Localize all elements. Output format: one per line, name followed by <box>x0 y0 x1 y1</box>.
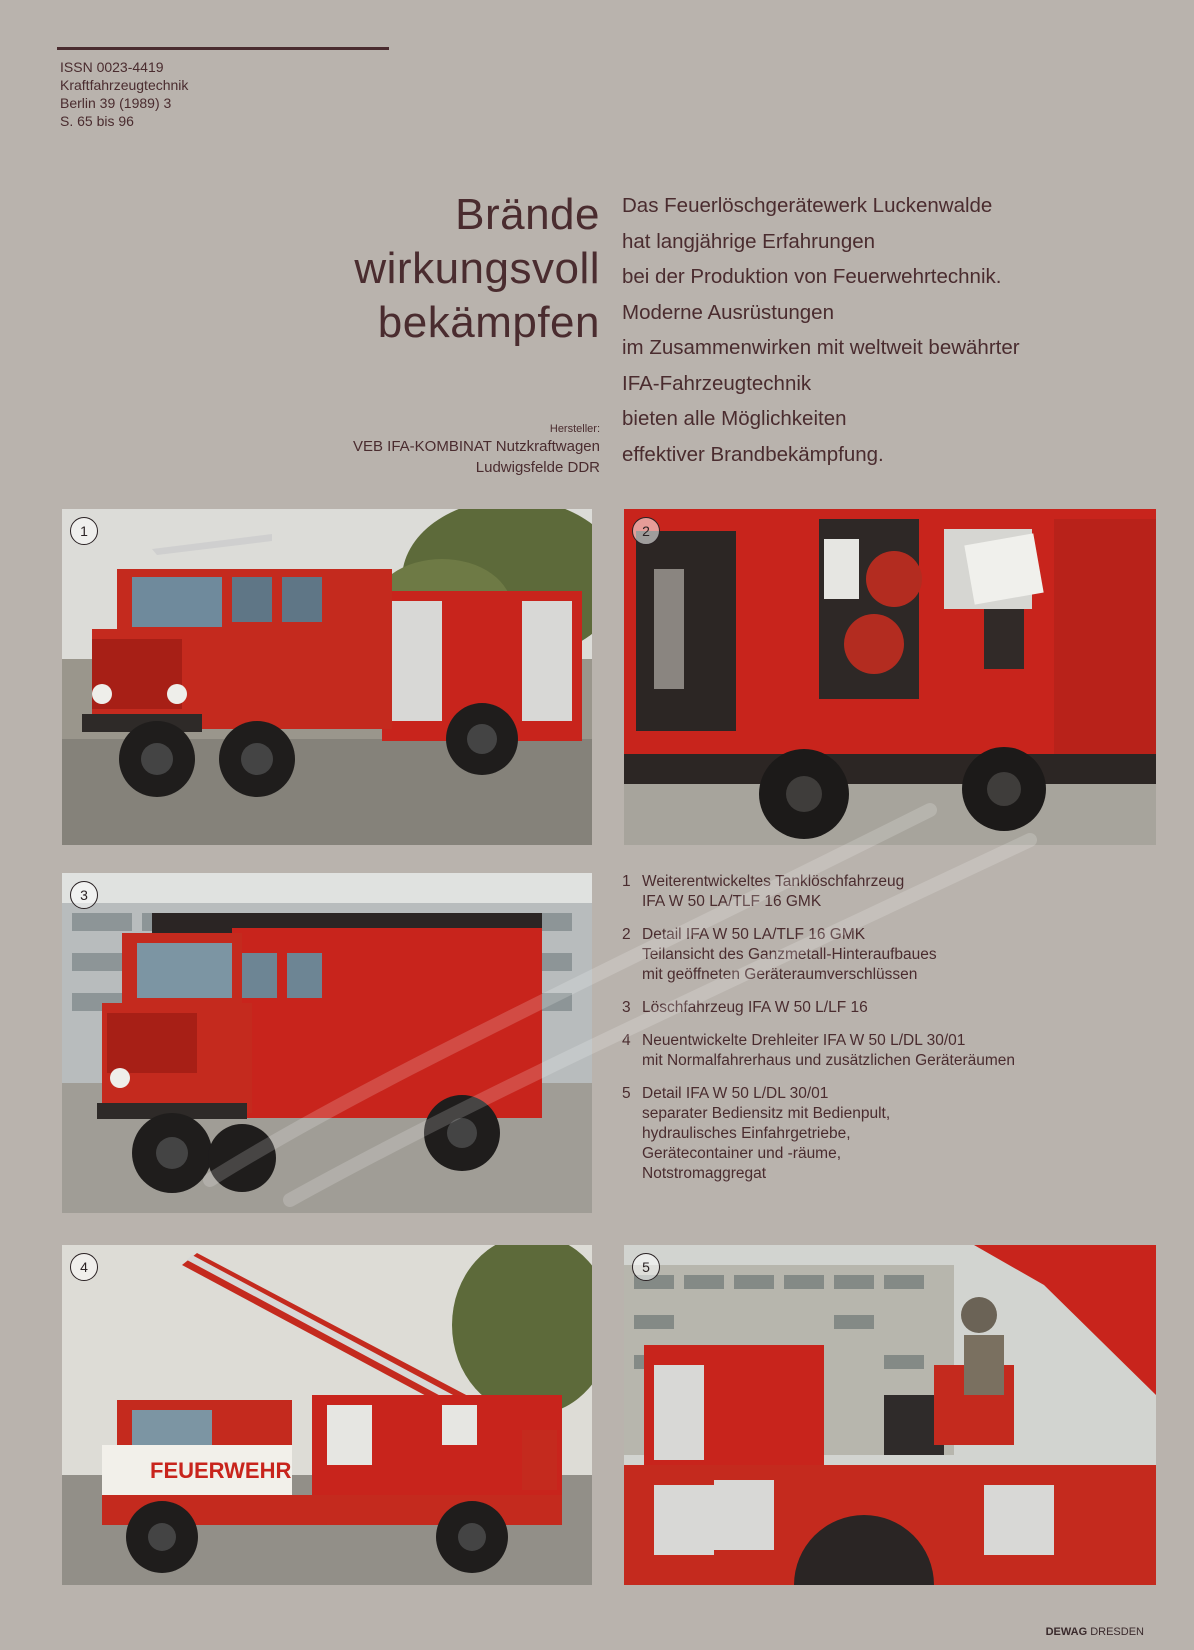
intro-text <box>622 188 1020 472</box>
intro-line: bieten alle Möglichkeiten <box>622 407 847 430</box>
photo-3-fire-engine <box>62 873 592 1213</box>
photo-number-badge: 1 <box>70 517 98 545</box>
caption-line: mit Normalfahrerhaus und zusätzlichen Geräteräumen <box>642 1052 1016 1069</box>
photo-1-tanker-truck <box>62 509 592 845</box>
photo-5-operator-seat <box>624 1245 1156 1585</box>
caption-line: Detail IFA W 50 L/DL 30/01 <box>642 1085 829 1102</box>
meta-line: Berlin 39 (1989) 3 <box>60 95 172 111</box>
photo-4-turntable-ladder <box>62 1245 592 1585</box>
meta-line: ISSN 0023-4419 <box>60 59 164 75</box>
headline-line: bekämpfen <box>377 298 600 347</box>
intro-line: Moderne Ausrüstungen <box>622 300 834 324</box>
intro-line: effektiver Brandbekämpfung. <box>622 442 884 466</box>
headline-line: wirkungsvoll <box>354 244 600 293</box>
caption-line: Löschfahrzeug IFA W 50 L/LF 16 <box>642 999 868 1016</box>
photo-number-badge: 5 <box>632 1253 660 1281</box>
caption-line: Teilansicht des Ganzmetall-Hinteraufbaues <box>642 946 937 963</box>
caption-item <box>622 925 1142 985</box>
caption-line: hydraulisches Einfahrgetriebe, <box>642 1125 851 1142</box>
manufacturer-label: Hersteller: <box>549 423 600 435</box>
caption-number: 1 <box>622 873 631 890</box>
headline <box>354 188 600 350</box>
caption-line: separater Bediensitz mit Bedienpult, <box>642 1105 891 1122</box>
intro-line: IFA-Fahrzeugtechnik <box>622 371 812 395</box>
caption-line: mit geöffneten Geräteraumverschlüssen <box>642 966 918 983</box>
intro-line: Das Feuerlöschgerätewerk Luckenwalde <box>622 194 993 217</box>
caption-line: Weiterentwickeltes Tanklöschfahrzeug <box>642 873 905 890</box>
meta-line: S. 65 bis 96 <box>60 113 134 129</box>
manufacturer-block <box>353 422 600 478</box>
photo-number-badge: 2 <box>632 517 660 545</box>
intro-line: hat langjährige Erfahrungen <box>622 229 876 253</box>
caption-line: Gerätecontainer und -räume, <box>642 1145 842 1162</box>
photo-2-open-compartments <box>624 509 1156 845</box>
caption-item <box>622 1084 1142 1184</box>
caption-item <box>622 1031 1142 1071</box>
caption-line: Detail IFA W 50 LA/TLF 16 GMK <box>642 926 866 943</box>
headline-line: Brände <box>455 190 600 239</box>
photo-3-illustration <box>62 873 592 1213</box>
caption-number: 4 <box>622 1032 631 1049</box>
caption-number: 2 <box>622 926 631 943</box>
caption-line: Notstromaggregat <box>642 1165 767 1182</box>
caption-line: IFA W 50 LA/TLF 16 GMK <box>642 893 822 910</box>
printer-brand: DEWAG <box>1045 1626 1088 1638</box>
printer-imprint <box>1046 1626 1144 1638</box>
photo-captions <box>622 872 1142 1197</box>
caption-number: 3 <box>622 999 631 1016</box>
caption-item <box>622 872 1142 912</box>
intro-line: bei der Produktion von Feuerwehrtechnik. <box>622 265 1002 288</box>
manufacturer-line: VEB IFA-KOMBINAT Nutzkraftwagen <box>352 438 600 455</box>
caption-line: Neuentwickelte Drehleiter IFA W 50 L/DL 30/01 <box>642 1032 966 1049</box>
intro-line: im Zusammenwirken mit weltweit bewährter <box>622 336 1020 359</box>
photo-number-badge: 3 <box>70 881 98 909</box>
printer-city: DRESDEN <box>1090 1626 1144 1638</box>
meta-line: Kraftfahrzeugtechnik <box>60 77 189 93</box>
truck-lettering: FEUERWEHR <box>150 1458 292 1483</box>
photo-2-illustration <box>624 509 1156 845</box>
photo-number-badge: 4 <box>70 1253 98 1281</box>
caption-number: 5 <box>622 1085 631 1102</box>
manufacturer-line: Ludwigsfelde DDR <box>475 459 600 476</box>
photo-1-illustration <box>62 509 592 845</box>
caption-item <box>622 998 1142 1018</box>
publication-meta <box>60 58 188 130</box>
header-rule <box>57 47 389 50</box>
photo-4-illustration <box>62 1245 592 1585</box>
photo-5-illustration <box>624 1245 1156 1585</box>
